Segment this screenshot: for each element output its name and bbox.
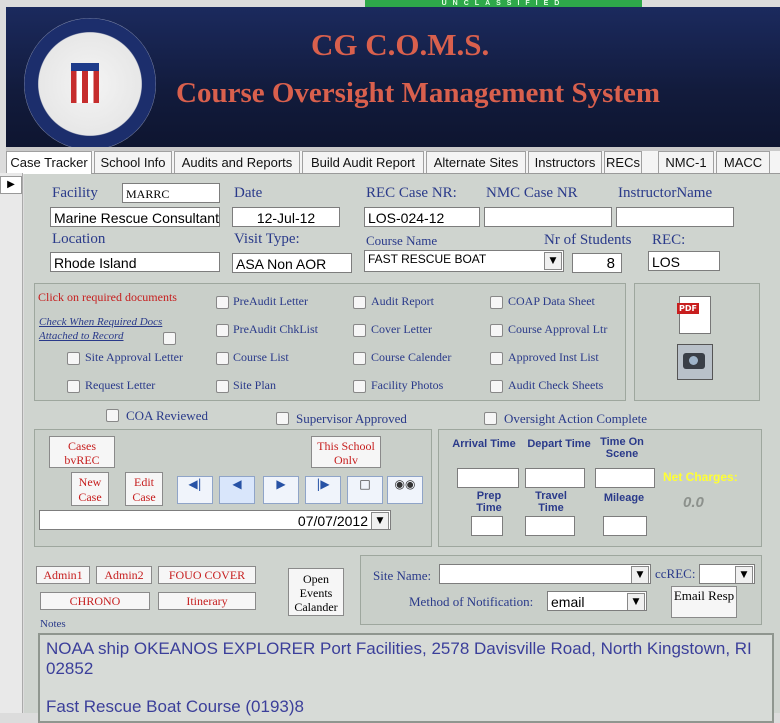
course-name-value: FAST RESCUE BOAT	[368, 252, 487, 266]
request-letter-checkbox[interactable]	[67, 380, 80, 393]
net-charges-value: 0.0	[683, 494, 704, 511]
chevron-down-icon[interactable]: ▼	[631, 566, 649, 584]
chevron-down-icon[interactable]: ▼	[371, 512, 389, 530]
times-panel	[438, 429, 762, 547]
course-calender-label: Course Calender	[371, 350, 452, 364]
click-required-label: Click on required documents	[38, 290, 177, 304]
admin1-button[interactable]: Admin1	[36, 566, 90, 584]
course-list-checkbox[interactable]	[216, 352, 229, 365]
notes-line-1: NOAA ship OKEANOS EXPLORER Port Facilities, 2578 Davisville Road, North Kingstown, RI 02852	[46, 639, 752, 678]
next-record-button[interactable]: ▶	[263, 476, 299, 504]
chrono-button[interactable]: CHRONO	[40, 592, 150, 610]
tab-audits-reports[interactable]: Audits and Reports	[174, 151, 300, 173]
facility-photos-checkbox[interactable]	[353, 380, 366, 393]
first-record-button[interactable]: ◀|	[177, 476, 213, 504]
tab-case-tracker[interactable]: Case Tracker	[6, 151, 92, 174]
approved-inst-list-checkbox[interactable]	[490, 352, 503, 365]
tab-build-audit-report[interactable]: Build Audit Report	[302, 151, 424, 173]
tab-bar	[6, 151, 780, 174]
supervisor-approved-label: Supervisor Approved	[296, 411, 407, 426]
new-case-button[interactable]: New Case	[71, 472, 109, 506]
site-plan-label: Site Plan	[233, 378, 277, 392]
prep-time-label: Prep Time	[476, 490, 502, 514]
tab-alternate-sites[interactable]: Alternate Sites	[426, 151, 526, 173]
arrival-time-label: Arrival Time	[452, 438, 516, 450]
coa-reviewed-label: COA Reviewed	[126, 408, 208, 423]
tab-recs[interactable]: RECs	[604, 151, 642, 173]
visit-type-field[interactable]: ASA Non AOR	[232, 253, 352, 273]
fouo-cover-button[interactable]: FOUO COVER	[158, 566, 256, 584]
edit-case-button[interactable]: Edit Case	[125, 472, 163, 506]
mileage-field[interactable]	[603, 516, 647, 536]
audit-report-label: Audit Report	[371, 294, 434, 308]
attached-label: Attached to Record	[39, 330, 124, 342]
coap-data-sheet-checkbox[interactable]	[490, 296, 503, 309]
site-plan-checkbox[interactable]	[216, 380, 229, 393]
coa-reviewed-checkbox[interactable]	[106, 409, 119, 422]
camera-icon[interactable]	[677, 344, 713, 380]
site-name-label: Site Name:	[373, 568, 432, 583]
net-charges-label: Net Charges:	[663, 470, 738, 484]
rec-case-label: REC Case NR:	[366, 185, 457, 201]
record-date-select[interactable]	[39, 510, 391, 530]
site-approval-letter-label: Site Approval Letter	[85, 350, 183, 364]
course-name-select[interactable]	[364, 250, 564, 272]
preaudit-chklist-checkbox[interactable]	[216, 324, 229, 337]
course-name-label: Course Name	[366, 233, 438, 248]
time-on-scene-field[interactable]	[595, 468, 655, 488]
preaudit-letter-label: PreAudit Letter	[233, 294, 308, 308]
travel-time-label: Travel Time	[535, 490, 567, 514]
record-selector[interactable]: ▶	[0, 176, 22, 194]
depart-time-field[interactable]	[525, 468, 585, 488]
tab-instructors[interactable]: Instructors	[528, 151, 602, 173]
arrival-time-field[interactable]	[457, 468, 519, 488]
navigation-panel	[34, 429, 432, 547]
nr-students-field[interactable]: 8	[572, 253, 622, 273]
admin2-button[interactable]: Admin2	[96, 566, 152, 584]
cover-letter-checkbox[interactable]	[353, 324, 366, 337]
date-label: Date	[234, 185, 263, 201]
open-events-calendar-button[interactable]: Open Events Calander	[288, 568, 344, 616]
audit-report-checkbox[interactable]	[353, 296, 366, 309]
visit-type-label: Visit Type:	[234, 231, 300, 247]
email-resp-button[interactable]: Email Resp	[671, 586, 737, 618]
pdf-icon[interactable]: PDF	[679, 296, 711, 334]
site-notification-panel	[360, 555, 762, 625]
site-approval-letter-checkbox[interactable]	[67, 352, 80, 365]
nr-students-label: Nr of Students	[544, 232, 632, 248]
cover-letter-label: Cover Letter	[371, 322, 432, 336]
chevron-down-icon[interactable]: ▼	[627, 593, 645, 611]
documents-panel	[34, 283, 626, 401]
case-tracker-form	[24, 174, 780, 716]
nmc-case-field[interactable]	[484, 207, 612, 227]
time-on-scene-label: Time On Scene	[600, 436, 644, 460]
depart-time-label: Depart Time	[527, 438, 591, 450]
facility-name-field[interactable]: Marine Rescue Consultant	[50, 207, 220, 227]
app-subtitle: Course Oversight Management System	[176, 77, 661, 109]
course-calender-checkbox[interactable]	[353, 352, 366, 365]
oversight-complete-label: Oversight Action Complete	[504, 411, 647, 426]
instructor-field[interactable]	[616, 207, 734, 227]
request-letter-label: Request Letter	[85, 378, 156, 392]
itinerary-button[interactable]: Itinerary	[158, 592, 256, 610]
last-record-button[interactable]: |▶	[305, 476, 341, 504]
notes-line-2: Fast Rescue Boat Course (0193)8	[46, 697, 304, 716]
facility-label: Facility	[52, 185, 98, 201]
prep-time-field[interactable]	[471, 516, 503, 536]
method-select[interactable]	[547, 591, 647, 611]
instructor-label: InstructorName	[618, 185, 713, 201]
approved-inst-list-label: Approved Inst List	[508, 350, 599, 364]
app-title: CG C.O.M.S.	[311, 27, 490, 62]
coap-data-sheet-label: COAP Data Sheet	[508, 294, 595, 308]
preaudit-chklist-label: PreAudit ChkList	[233, 322, 319, 336]
ccrec-select[interactable]	[699, 564, 755, 584]
chevron-down-icon[interactable]: ▼	[735, 566, 753, 584]
nmc-case-label: NMC Case NR	[486, 185, 578, 201]
date-field[interactable]: 12-Jul-12	[232, 207, 340, 227]
ccrec-label: ccREC:	[655, 566, 696, 581]
attached-checkbox[interactable]	[163, 332, 176, 345]
seal-shield	[71, 63, 99, 103]
location-label: Location	[52, 231, 106, 247]
rec-field[interactable]: LOS	[648, 251, 720, 271]
attachments-panel	[634, 283, 760, 401]
location-field[interactable]: Rhode Island	[50, 252, 220, 272]
preaudit-letter-checkbox[interactable]	[216, 296, 229, 309]
cases-by-rec-button[interactable]: Cases bvREC	[49, 436, 115, 468]
new-record-icon[interactable]: □	[347, 476, 383, 504]
find-binoculars-icon[interactable]: ◉◉	[387, 476, 423, 504]
site-name-select[interactable]	[439, 564, 651, 584]
record-selector-bar	[0, 173, 23, 713]
facility-code-field[interactable]: MARRC	[122, 183, 220, 203]
course-list-label: Course List	[233, 350, 289, 364]
supervisor-approved-checkbox[interactable]	[276, 412, 289, 425]
app-header	[6, 7, 780, 151]
travel-time-field[interactable]	[525, 516, 575, 536]
previous-record-button[interactable]: ◀	[219, 476, 255, 504]
audit-check-sheets-checkbox[interactable]	[490, 380, 503, 393]
record-date-value: 07/07/2012	[297, 513, 368, 529]
rec-label: REC:	[652, 232, 686, 248]
chevron-down-icon[interactable]: ▼	[544, 252, 562, 270]
tab-macc[interactable]: MACC	[716, 151, 770, 173]
course-approval-ltr-checkbox[interactable]	[490, 324, 503, 337]
notes-field[interactable]	[38, 633, 774, 723]
classification-banner: UNCLASSIFIED	[365, 0, 642, 7]
audit-check-sheets-label: Audit Check Sheets	[508, 378, 604, 392]
course-approval-ltr-label: Course Approval Ltr	[508, 322, 608, 336]
check-when-label: Check When Required Docs	[39, 316, 163, 328]
rec-case-field[interactable]: LOS-024-12	[364, 207, 480, 227]
oversight-complete-checkbox[interactable]	[484, 412, 497, 425]
method-value: email	[551, 594, 585, 610]
mileage-label: Mileage	[603, 492, 645, 504]
this-school-only-button[interactable]: This School Onlv	[311, 436, 381, 468]
method-label: Method of Notification:	[409, 594, 534, 609]
facility-photos-label: Facility Photos	[371, 378, 444, 392]
tab-nmc-1[interactable]: NMC-1	[658, 151, 714, 173]
tab-school-info[interactable]: School Info	[94, 151, 172, 173]
notes-label: Notes	[40, 618, 66, 630]
